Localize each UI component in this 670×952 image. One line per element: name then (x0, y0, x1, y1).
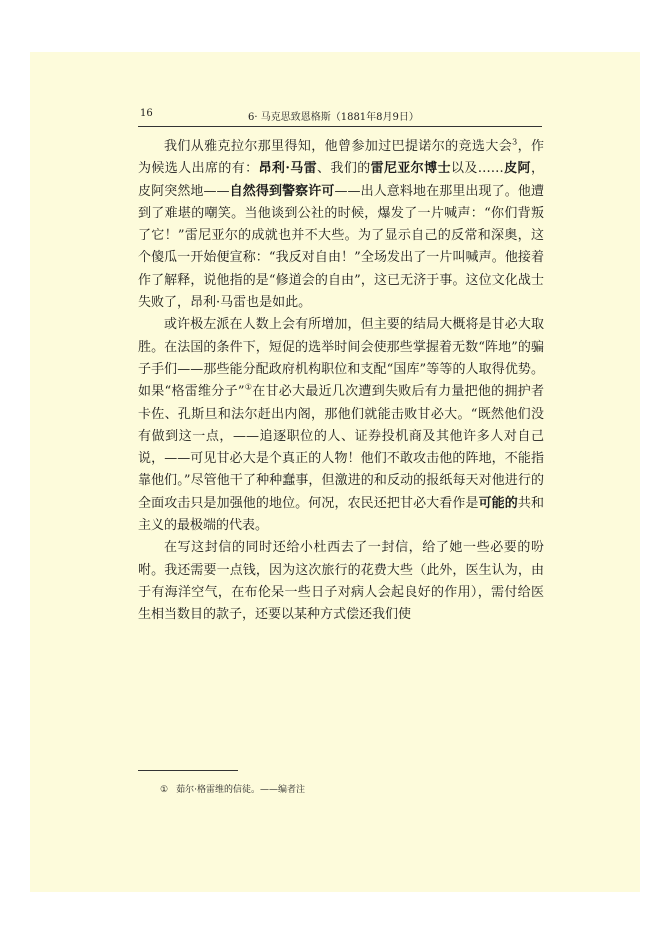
page-number: 16 (140, 108, 153, 119)
running-title: 6· 马克思致恩格斯（1881年8月9日） (248, 112, 419, 123)
paragraph-3: 在写这封信的同时还给小杜西去了一封信，给了她一些必要的吩咐。我还需要一点钱，因为这次旅行的花费大些（此外，医生认为，由于有海洋空气，在布伦呆一些日子对病人会起良好的作用），需付给医生相当数目的款子，还要以某种方式偿还我们使 (138, 540, 544, 623)
paragraph-1 (138, 136, 544, 314)
bold-phrase: 自然得到警察许可 (229, 183, 335, 199)
bold-name: 雷尼亚尔博士 (370, 161, 451, 177)
footnote-rule (138, 770, 238, 771)
text-run: 在甘必大最近几次遭到失败后有力量把他的拥护者卡佐、孔斯旦和法尔赶出内阁，那他们就能击败甘必大。“既然他们没有做到这一点，——追逐职位的人、证券投机商及其他许多人对自己说，——可见甘必大是个真正的人物！他们不敢攻击他的阵地，不能指靠他们。”尽管他干了种种蠢事，但激进的和反动的报纸每天对他进行的全面攻击只是加强他的地位。何况，农民还把甘必大看作是 (138, 384, 545, 511)
footnote-text: 茹尔·格雷维的信徒。——编者注 (176, 785, 305, 795)
footnote-marker: ① (244, 382, 253, 392)
bold-name: 皮阿 (503, 161, 531, 177)
footnote-number: ① (160, 785, 169, 795)
text-run: ，作为候选人出席的有： (138, 139, 544, 177)
text-run: 共和主义的最极端的代表。 (138, 495, 544, 534)
body-text (138, 136, 544, 627)
text-run: 或许极左派在人数上会有所增加，但主要的结局大概将是甘必大取胜。在法国的条件下，短促的选举时间会使那些掌握着无数“阵地”的骗子手们——那些能分配政府机构职位和支配“国库”等等的人取得优势。如果“格雷维分子” (138, 317, 544, 400)
text-run: ，皮阿突然地—— (138, 161, 544, 199)
text-run: 我们从雅克拉尔那里得知，他曾参加过巴提诺尔的竞选大会 (164, 139, 513, 154)
paragraph-2 (138, 314, 544, 537)
superscript-note: 3 (512, 137, 518, 147)
header-rule (138, 126, 542, 127)
text-run: 、我们的 (317, 161, 371, 177)
bold-phrase: 可能的 (478, 495, 518, 511)
text-run: 以及…… (450, 161, 504, 177)
bold-name: 昂利·马雷 (258, 161, 318, 177)
text-run: ——出人意料地在那里出现了。他遭到了难堪的嘲笑。当他谈到公社的时候，爆发了一片喊声：“你们背叛了它！”雷尼亚尔的成就也并不大些。为了显示自己的反常和深奥，这个傻瓜一开始便宣称：“我反对自由！”全场发出了一片叫喊声。他接着作了解释，说他指的是“修道会的自由”，这已无济于事。这位文化战士失败了，昂利·马雷也是如此。 (138, 183, 544, 311)
footnote (160, 782, 313, 795)
